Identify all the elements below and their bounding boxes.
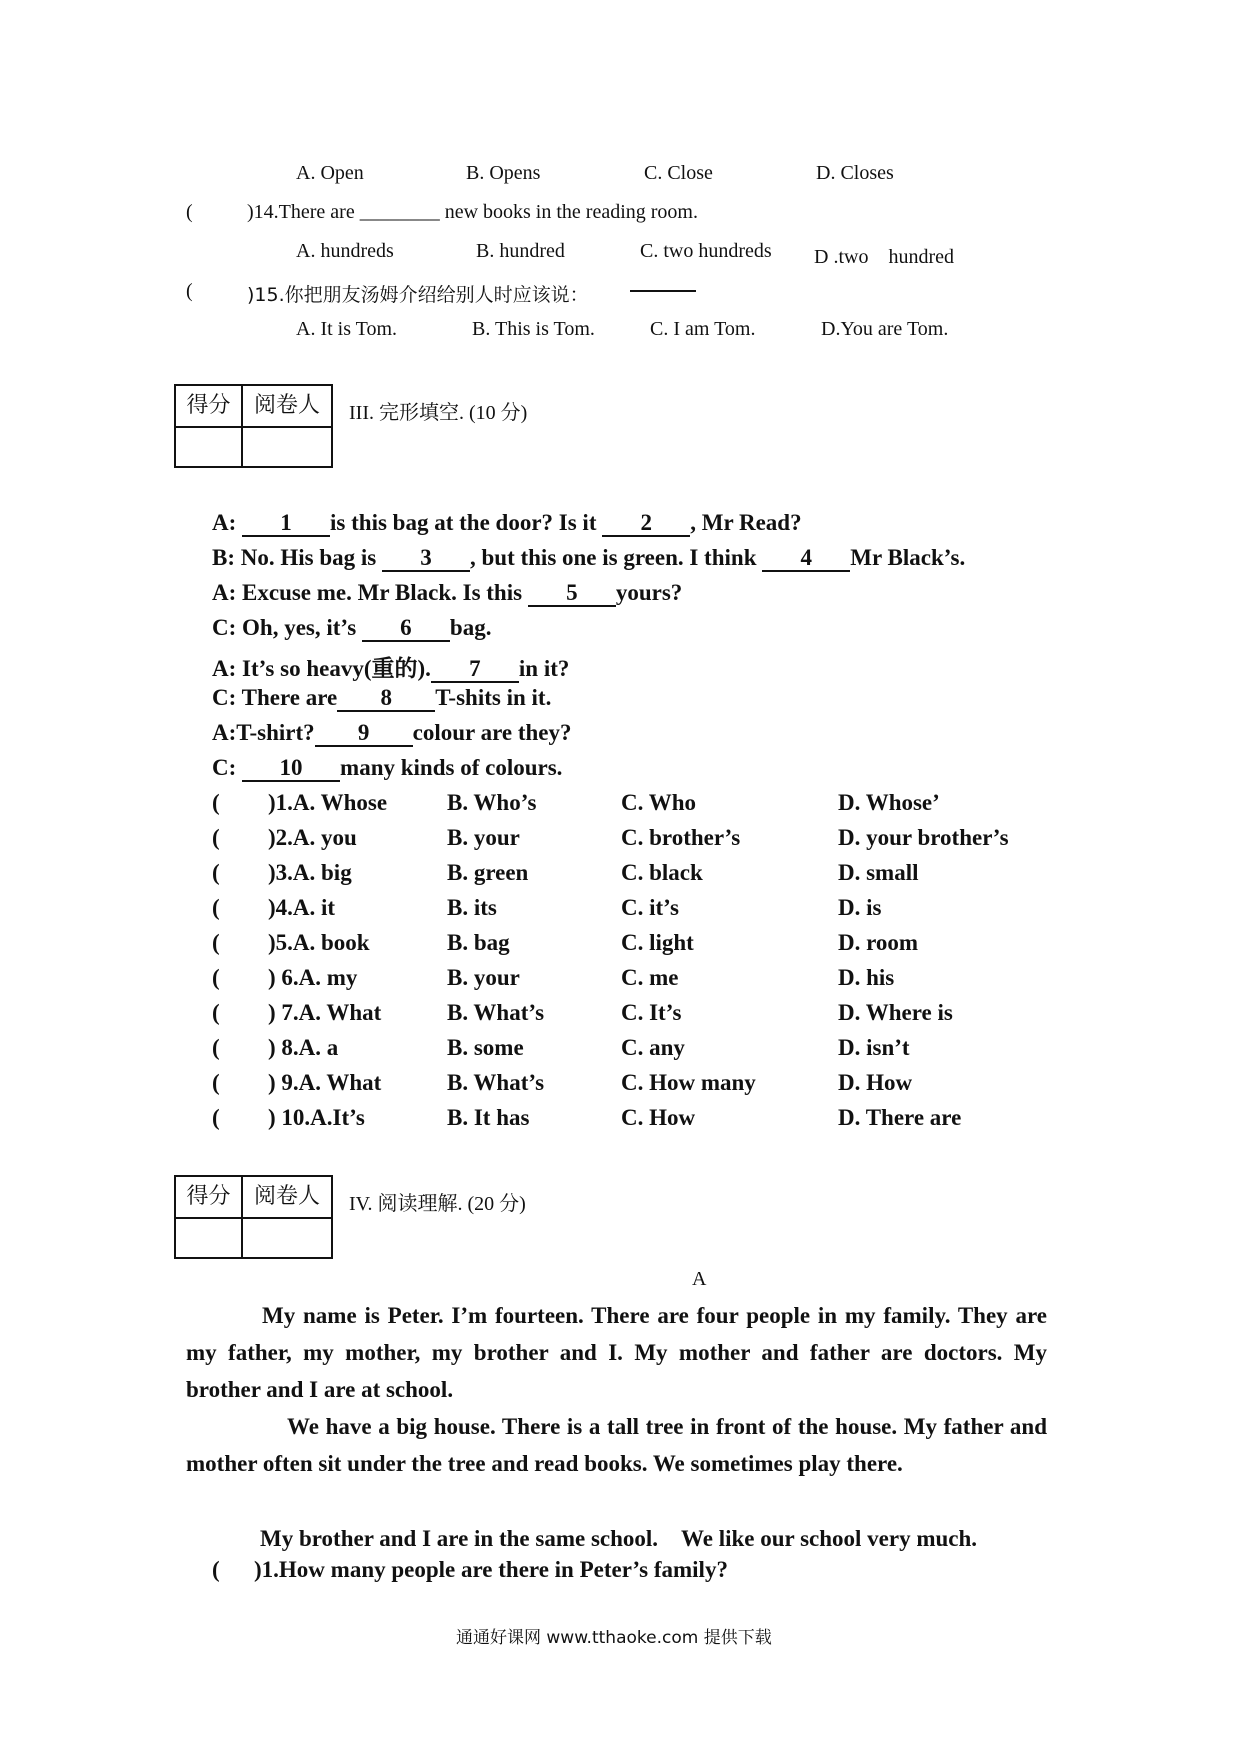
grader-cell[interactable] [243, 1219, 331, 1257]
question-option-b: B. some [447, 1035, 524, 1060]
blank-5[interactable]: 5 [528, 581, 616, 607]
q14-stem: )14.There are ________ new books in the reading room. [247, 201, 698, 223]
dialogue-line [212, 545, 965, 572]
section3-heading: III. 完形填空. (10 分) [349, 402, 528, 424]
passage-label: A [692, 1268, 707, 1290]
question-option-c: C. black [621, 860, 703, 885]
answer-paren[interactable]: ( [212, 1000, 220, 1025]
dialogue-text: in it? [518, 656, 570, 681]
answer-paren[interactable]: ( [212, 965, 220, 990]
q14-option-c: C. two hundreds [640, 240, 772, 262]
question-option-d: D. Where is [838, 1000, 953, 1025]
dialogue-text: colour are they? [412, 720, 572, 745]
reading-q1-text: )1.How many people are there in Peter’s family? [254, 1557, 728, 1582]
dialogue-text: is this bag at the door? Is it [330, 510, 603, 535]
q13-option-d: D. Closes [816, 162, 894, 184]
section4-heading: IV. 阅读理解. (20 分) [349, 1193, 526, 1215]
blank-4[interactable]: 4 [762, 546, 850, 572]
score-label: 得分 [176, 1177, 243, 1219]
blank-9[interactable]: 9 [315, 721, 413, 747]
question-option-c: C. it’s [621, 895, 679, 920]
score-box-section3 [174, 384, 333, 468]
dialogue-text: A: Excuse me. Mr Black. Is this [212, 580, 528, 605]
q15-answer-paren: ( [186, 280, 193, 302]
q14-option-a: A. hundreds [296, 240, 394, 262]
question-option-a: )4.A. it [268, 895, 336, 920]
q14-option-d: D .two hundred [814, 246, 954, 268]
q14-option-b: B. hundred [476, 240, 565, 262]
question-option-d: D. There are [838, 1105, 962, 1130]
question-option-d: D. How [838, 1070, 913, 1095]
question-option-a: ) 10.A.It’s [268, 1105, 365, 1130]
q13-option-a: A. Open [296, 162, 364, 184]
question-option-b: B. green [447, 860, 529, 885]
q15-answer-line [630, 290, 696, 292]
dialogue-text: many kinds of colours. [340, 755, 563, 780]
q15-option-d: D.You are Tom. [821, 318, 949, 340]
dialogue-line [212, 755, 562, 782]
question-option-b: B. It has [447, 1105, 530, 1130]
answer-paren[interactable]: ( [212, 825, 220, 850]
score-cell[interactable] [176, 428, 243, 466]
question-option-c: C. It’s [621, 1000, 682, 1025]
dialogue-text: A:T-shirt? [212, 720, 315, 745]
question-option-c: C. any [621, 1035, 685, 1060]
q15-option-a: A. It is Tom. [296, 318, 398, 340]
dialogue-text: A: [212, 510, 243, 535]
score-label: 得分 [176, 386, 243, 428]
question-option-a: )1.A. Whose [268, 790, 388, 815]
grader-cell[interactable] [243, 428, 331, 466]
question-option-d: D. your brother’s [838, 825, 1009, 850]
dialogue-text: C: There are [212, 685, 338, 710]
question-option-a: )2.A. you [268, 825, 357, 850]
blank-2[interactable]: 2 [602, 511, 690, 537]
question-option-b: B. your [447, 825, 520, 850]
passage-paragraph-2: We have a big house. There is a tall tree in front of the house. My father and mother often sit under the tree and read books. We sometimes play there. [186, 1414, 1047, 1476]
dialogue-line [212, 685, 551, 712]
question-option-c: C. me [621, 965, 679, 990]
dialogue-line [212, 615, 491, 642]
question-option-b: B. What’s [447, 1000, 545, 1025]
passage-paragraph-1: My name is Peter. I’m fourteen. There are four people in my family. They are my father, my mother, my brother and I. My mother and father are doctors. My brother and I are at school. [186, 1303, 1047, 1402]
blank-7[interactable]: 7 [431, 657, 519, 683]
grader-label: 阅卷人 [243, 386, 331, 428]
question-option-b: B. What’s [447, 1070, 545, 1095]
dialogue-line [212, 510, 802, 537]
question-option-c: C. light [621, 930, 694, 955]
q15-stem: )15.你把朋友汤姆介绍给别人时应该说： [247, 284, 589, 306]
dialogue-text: yours? [615, 580, 683, 605]
question-option-a: )5.A. book [268, 930, 370, 955]
dialogue-text: C: Oh, yes, it’s [212, 615, 362, 640]
question-option-b: B. bag [447, 930, 510, 955]
blank-1[interactable]: 1 [242, 511, 330, 537]
question-option-d: D. isn’t [838, 1035, 910, 1060]
blank-3[interactable]: 3 [382, 546, 470, 572]
question-option-a: ) 8.A. a [268, 1035, 339, 1060]
question-option-d: D. his [838, 965, 895, 990]
answer-paren[interactable]: ( [212, 1105, 220, 1130]
q13-option-c: C. Close [644, 162, 713, 184]
dialogue-text: , Mr Read? [690, 510, 802, 535]
q15-option-c: C. I am Tom. [650, 318, 756, 340]
grader-label: 阅卷人 [243, 1177, 331, 1219]
question-option-a: )3.A. big [268, 860, 352, 885]
q13-option-b: B. Opens [466, 162, 541, 184]
answer-paren[interactable]: ( [212, 1035, 220, 1060]
score-box-section4 [174, 1175, 333, 1259]
question-option-b: B. its [447, 895, 497, 920]
question-option-a: ) 7.A. What [268, 1000, 382, 1025]
question-option-c: C. brother’s [621, 825, 741, 850]
dialogue-text: , but this one is green. I think [469, 545, 763, 570]
question-option-c: C. Who [621, 790, 696, 815]
question-option-b: B. Who’s [447, 790, 537, 815]
question-option-c: C. How [621, 1105, 696, 1130]
passage-paragraph-3: My brother and I are in the same school. We like our school very much. [260, 1526, 978, 1551]
answer-paren[interactable]: ( [212, 860, 220, 885]
q14-answer-paren: ( [186, 201, 193, 223]
dialogue-text: T-shits in it. [435, 685, 552, 710]
question-option-a: ) 9.A. What [268, 1070, 382, 1095]
answer-paren[interactable]: ( [212, 790, 220, 815]
dialogue-text: C: [212, 755, 243, 780]
dialogue-text: bag. [449, 615, 492, 640]
q15-option-b: B. This is Tom. [472, 318, 595, 340]
reading-q1-answer-paren[interactable]: ( [212, 1557, 220, 1582]
dialogue-text: B: No. His bag is [212, 545, 382, 570]
footer-source: 通通好课网 www.tthaoke.com 提供下载 [456, 1628, 772, 1648]
dialogue-line [212, 720, 572, 747]
score-cell[interactable] [176, 1219, 243, 1257]
question-option-d: D. is [838, 895, 882, 920]
dialogue-text: Mr Black’s. [850, 545, 966, 570]
dialogue-line [212, 580, 682, 607]
question-option-d: D. small [838, 860, 919, 885]
blank-10[interactable]: 10 [242, 756, 340, 782]
question-option-b: B. your [447, 965, 520, 990]
dialogue-text: A: It’s so heavy(重的). [212, 656, 431, 681]
question-option-a: ) 6.A. my [268, 965, 358, 990]
blank-8[interactable]: 8 [337, 686, 435, 712]
answer-paren[interactable]: ( [212, 930, 220, 955]
blank-6[interactable]: 6 [362, 616, 450, 642]
answer-paren[interactable]: ( [212, 895, 220, 920]
question-option-c: C. How many [621, 1070, 756, 1095]
answer-paren[interactable]: ( [212, 1070, 220, 1095]
dialogue-line [212, 650, 569, 683]
question-option-d: D. room [838, 930, 919, 955]
question-option-d: D. Whose’ [838, 790, 940, 815]
